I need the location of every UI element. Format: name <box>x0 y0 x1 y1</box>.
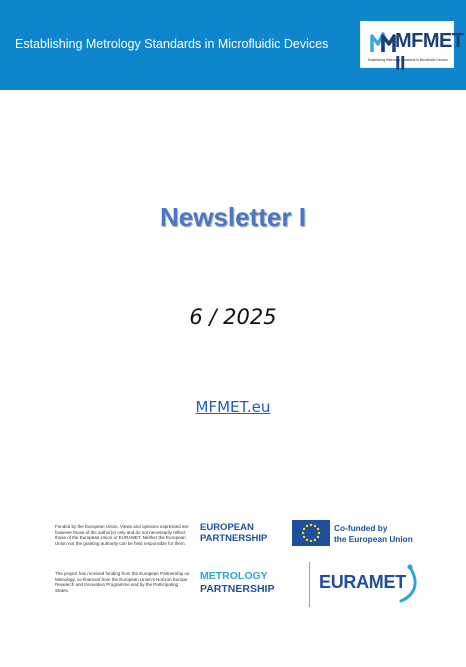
logo-text: MFMET II <box>395 30 464 75</box>
euramet-swoosh-icon <box>395 561 421 605</box>
newsletter-date: 6 / 2025 <box>189 305 277 329</box>
funding-disclaimer: Funded by the European Union. Views and opinions expressed are however those of the author(s) only and do not necessarily reflect those of the European Union or EURAMET. Neither the European Union nor the granting authority can be held responsible for them. <box>55 524 189 546</box>
partnership-disclaimer: The project has received funding from the European Partnership on Metrology, co-financed from the European Union's Horizon Europe Research and Innovation Programme and by the Participating States. <box>55 571 190 593</box>
european-partnership-logo <box>200 522 267 544</box>
logo-divider <box>309 562 310 607</box>
euramet-logo: EURAMET <box>319 572 406 592</box>
website-link[interactable]: MFMET.eu <box>195 398 271 416</box>
mfmet-logo-icon <box>370 30 396 56</box>
metrology-label: METROLOGY <box>200 570 268 582</box>
cofunded-line-2: the European Union <box>334 534 413 544</box>
mfmet-logo <box>360 21 464 75</box>
newsletter-title: Newsletter I <box>160 202 306 232</box>
eu-flag-icon <box>292 520 330 546</box>
cofunded-line-1: Co-funded by <box>334 523 388 533</box>
european-partnership-line-1: EUROPEAN <box>200 522 254 533</box>
logo-subtitle: Establishing Metrology Standards in Microfluidic Devices <box>368 58 448 62</box>
header-band <box>0 0 466 90</box>
european-partnership-line-2: PARTNERSHIP <box>200 533 268 544</box>
cofunded-label <box>334 523 413 545</box>
header-title: Establishing Metrology Standards in Microfluidic Devices <box>15 37 329 51</box>
partnership-label: PARTNERSHIP <box>200 583 275 595</box>
